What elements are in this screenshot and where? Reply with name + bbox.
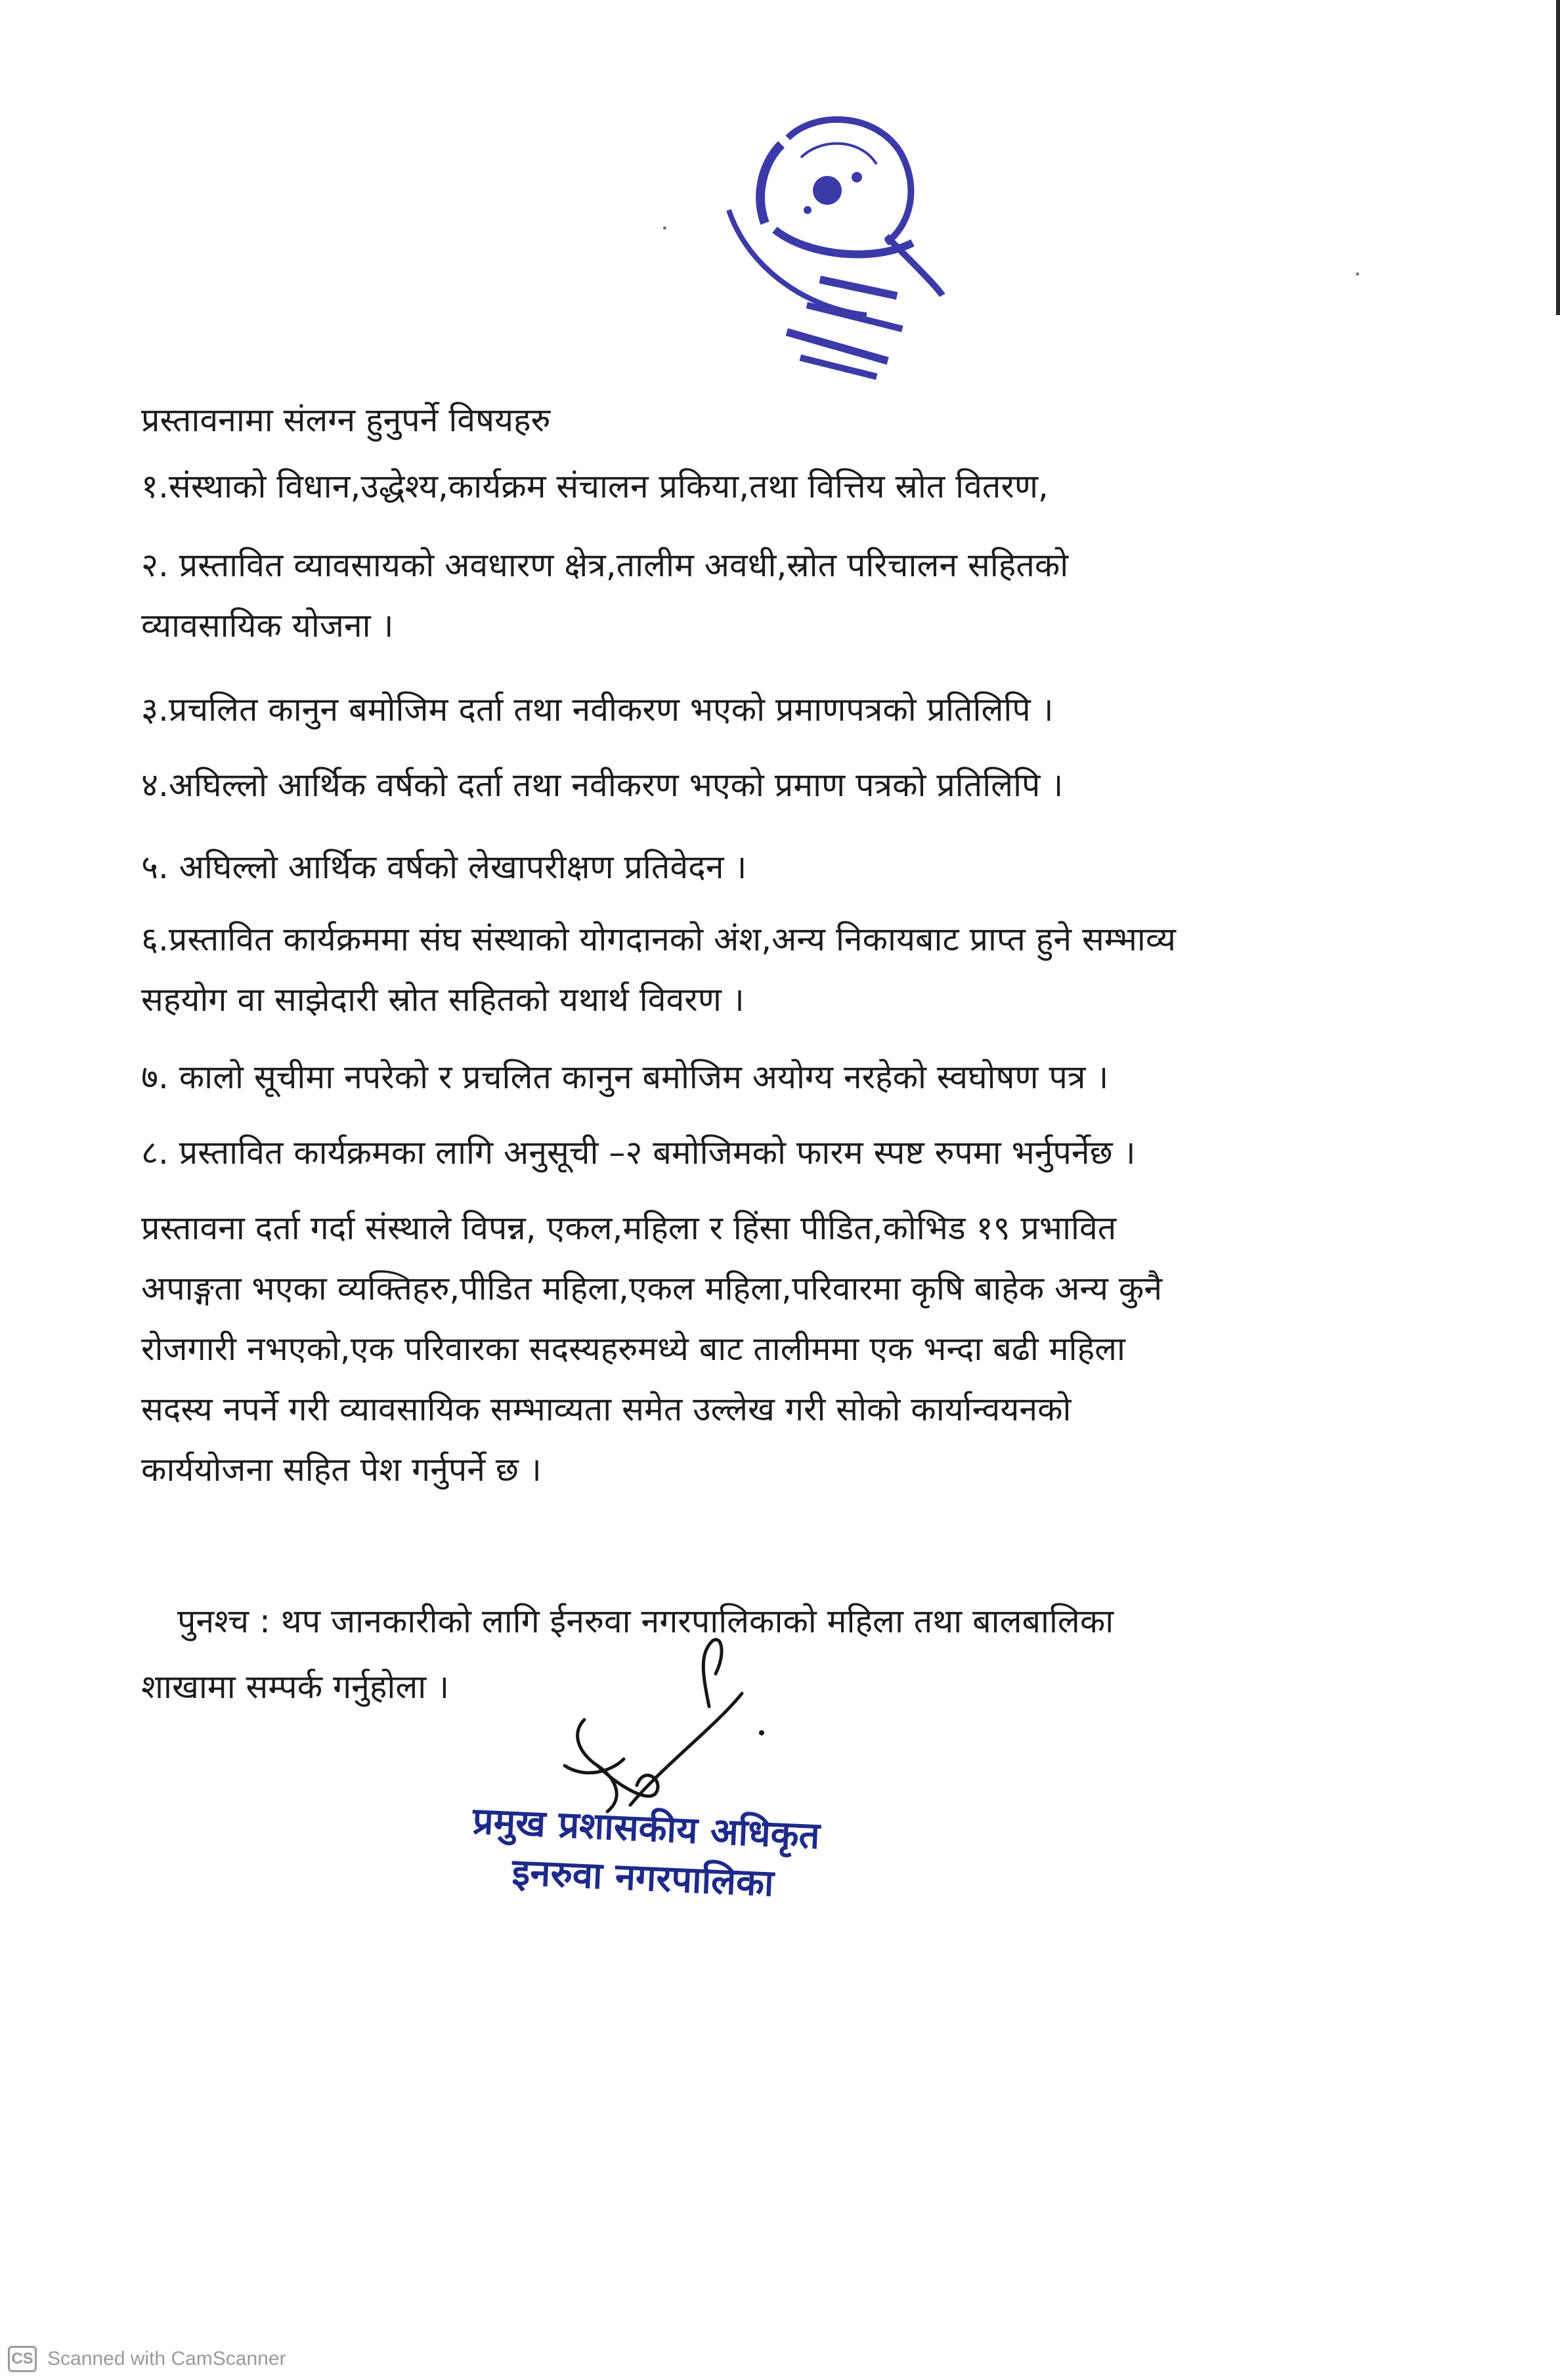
municipality-seal: [689, 98, 952, 381]
paragraph-line: कार्ययोजना सहित पेश गर्नुपर्ने छ ।: [141, 1451, 542, 1489]
paragraph-line: अपाङ्गता भएका व्यक्तिहरु,पीडित महिला,एकल महिला,परिवारमा कृषि बाहेक अन्य कुनै: [141, 1269, 1163, 1307]
list-item-line: ३.प्रचलित कानुन बमोजिम दर्ता तथा नवीकरण भएको प्रमाणपत्रको प्रतिलिपि ।: [141, 691, 1054, 729]
list-item-line: १.संस्थाको विधान,उद्धेश्य,कार्यक्रम संचालन प्रकिया,तथा वित्तिय स्रोत वितरण,: [141, 467, 1049, 505]
list-item-line: ६.प्रस्तावित कार्यक्रममा संघ संस्थाको योगदानको अंश,अन्य निकायबाट प्राप्त हुने सम्भाव्य: [141, 920, 1176, 958]
list-item: [141, 535, 1441, 656]
scan-edge: [1556, 0, 1560, 315]
list-item-line: २. प्रस्तावित व्यावसायको अवधारण क्षेत्र,तालीम अवधी,स्रोत परिचालन सहितको: [141, 546, 1069, 584]
scan-speck: [663, 226, 666, 230]
list-item: [141, 1122, 1441, 1183]
postscript-line: शाखामा सम्पर्क गर्नुहोला ।: [141, 1668, 450, 1706]
paragraph-line: रोजगारी नभएको,एक परिवारका सदस्यहरुमध्ये बाट तालीममा एक भन्दा बढी महिला: [141, 1330, 1125, 1368]
list-item-line: सहयोग वा साझेदारी स्रोत सहितको यथार्थ विवरण ।: [141, 981, 745, 1019]
list-item: [141, 837, 1441, 897]
list-item-line: ७. कालो सूचीमा नपरेको र प्रचलित कानुन बमोजिम अयोग्य नरहेको स्वघोषण पत्र ।: [141, 1058, 1109, 1096]
paragraph-line: सदस्य नपर्ने गरी व्यावसायिक सम्भाव्यता समेत उल्लेख गरी सोको कार्यान्वयनको: [141, 1390, 1072, 1428]
list-item-line: ४.अघिल्लो आर्थिक वर्षको दर्ता तथा नवीकरण भएको प्रमाण पत्रको प्रतिलिपि ।: [141, 766, 1064, 804]
requirement-paragraph: [141, 1198, 1441, 1500]
list-item: [141, 909, 1441, 1030]
paragraph-line: प्रस्तावना दर्ता गर्दा संस्थाले विपन्न, एकल,महिला र हिंसा पीडित,कोभिड १९ प्रभावित: [141, 1209, 1117, 1247]
signatory-stamp: [471, 1795, 821, 1905]
scanner-watermark: [0, 2343, 286, 2375]
scan-speck: [1356, 272, 1359, 276]
list-item: [141, 679, 1441, 740]
list-item-line: ८. प्रस्तावित कार्यक्रमका लागि अनुसूची –२ बमोजिमको फारम स्पष्ट रुपमा भर्नुपर्नेछ ।: [141, 1134, 1136, 1172]
camscanner-icon: CS: [8, 2346, 37, 2372]
list-item: [141, 456, 1441, 517]
postscript-line: पुनश्च : थप जानकारीको लागि ईनरुवा नगरपालिकाको महिला तथा बालबालिका: [177, 1602, 1114, 1640]
list-item: [141, 755, 1441, 815]
section-heading: प्रस्तावनामा संलग्न हुनुपर्ने विषयहरु: [141, 401, 551, 439]
watermark-label: Scanned with CamScanner: [47, 2348, 286, 2369]
list-item: [141, 1047, 1441, 1107]
list-item-line: व्यावसायिक योजना ।: [141, 606, 394, 645]
signatory-office: इनरुवा नगरपालिका: [511, 1850, 775, 1905]
signatory-title: प्रमुख प्रशासकीय अधिकृत: [471, 1799, 821, 1858]
list-item-line: ५. अघिल्लो आर्थिक वर्षको लेखापरीक्षण प्रतिवेदन ।: [141, 848, 747, 886]
